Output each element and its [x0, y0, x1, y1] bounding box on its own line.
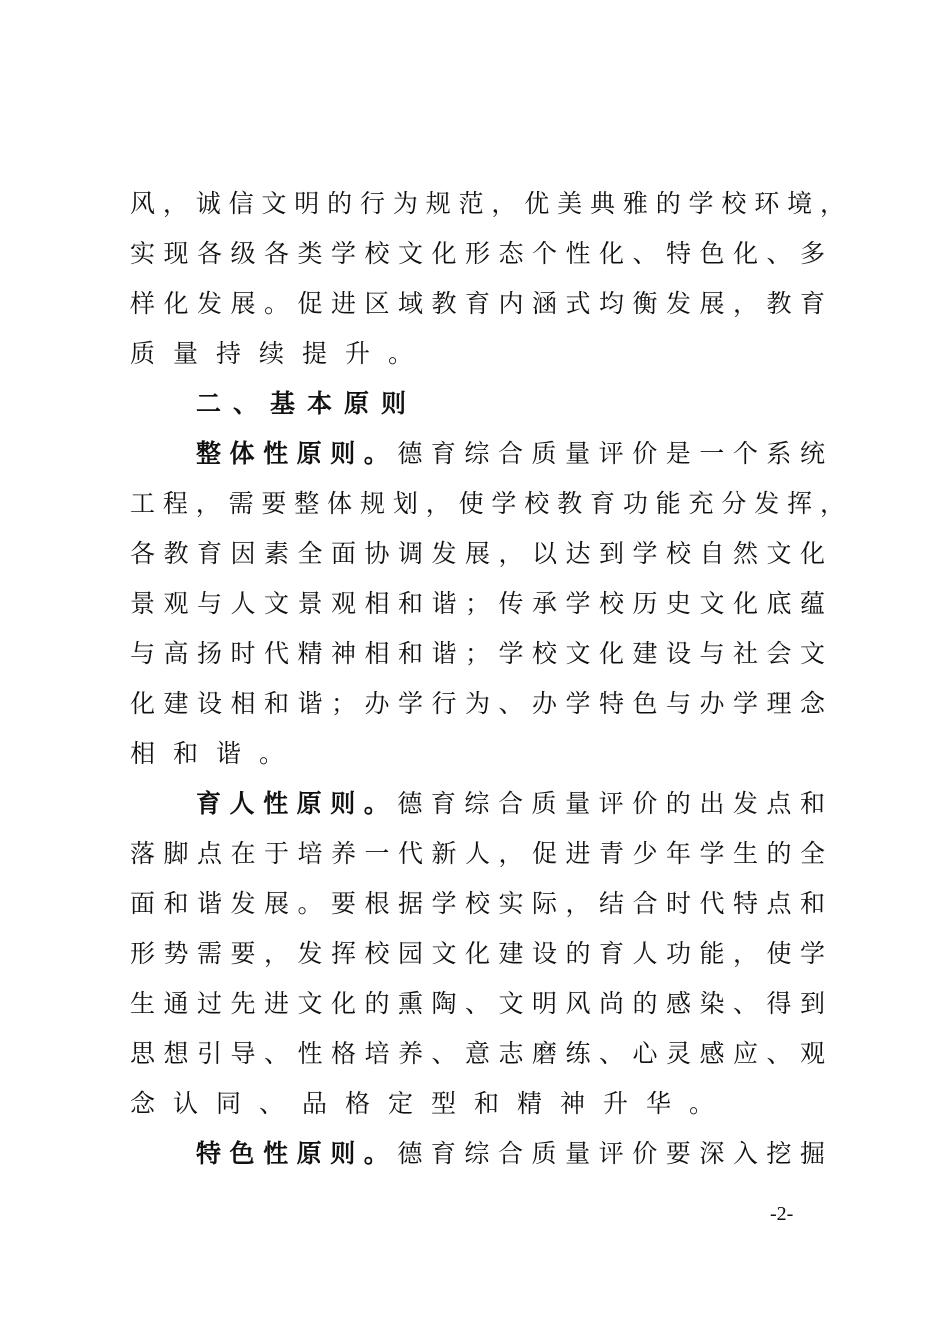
body-text-line: 念认同、品格定型和精神升华。 — [130, 1089, 733, 1118]
body-text-line: 生通过先进文化的熏陶、文明风尚的感染、得到 — [130, 989, 825, 1018]
principle-title: 特色性原则。 — [196, 1139, 398, 1168]
principle-text: 德育综合质量评价是一个系统 — [397, 439, 825, 468]
body-text-line: 样化发展。促进区域教育内涵式均衡发展，教育 — [130, 289, 825, 318]
principle-text: 德育综合质量评价要深入挖掘 — [397, 1139, 825, 1168]
principle-text: 德育综合质量评价的出发点和 — [397, 789, 825, 818]
body-text-line: 质量持续提升。 — [130, 339, 432, 368]
body-text-line: 思想引导、性格培养、意志磨练、心灵感应、观 — [130, 1039, 825, 1068]
body-text-line: 相和谐。 — [130, 739, 303, 768]
body-text-line: 实现各级各类学校文化形态个性化、特色化、多 — [130, 239, 825, 268]
principle-title: 育人性原则。 — [196, 789, 398, 818]
body-text-line: 与高扬时代精神相和谐；学校文化建设与社会文 — [130, 639, 825, 668]
body-text-line: 工程，需要整体规划，使学校教育功能充分发挥， — [130, 489, 845, 518]
body-text-line: 景观与人文景观相和谐；传承学校历史文化底蕴 — [130, 589, 825, 618]
principle-paragraph-first-line — [196, 436, 825, 472]
body-text-line: 落脚点在于培养一代新人，促进青少年学生的全 — [130, 839, 825, 868]
principle-paragraph-first-line — [196, 1136, 825, 1172]
body-text-line: 化建设相和谐；办学行为、办学特色与办学理念 — [130, 689, 825, 718]
body-text-line: 各教育因素全面协调发展，以达到学校自然文化 — [130, 539, 825, 568]
section-heading: 二、基本原则 — [196, 389, 419, 418]
page-number: -2- — [770, 1203, 794, 1225]
principle-paragraph-first-line — [196, 786, 825, 822]
body-text-line: 形势需要，发挥校园文化建设的育人功能，使学 — [130, 939, 825, 968]
body-text-line: 风，诚信文明的行为规范，优美典雅的学校环境， — [130, 189, 845, 218]
principle-title: 整体性原则。 — [196, 439, 398, 468]
body-text-line: 面和谐发展。要根据学校实际，结合时代特点和 — [130, 889, 825, 918]
